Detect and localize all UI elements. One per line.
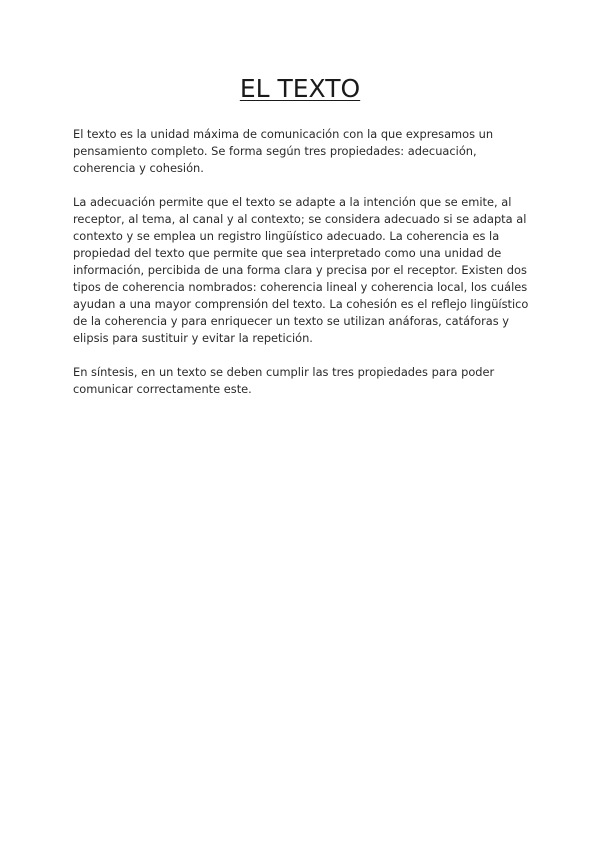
paragraph-conclusion: En síntesis, en un texto se deben cumplir las tres propiedades para poder comunicar correctamente este. (73, 365, 495, 396)
paragraph-properties: La adecuación permite que el texto se adapte a la intención que se emite, al receptor, al tema, al canal y al contexto; se considera adecuado si se adapta al contexto y se emplea un registro lingüístico adecuado. La coherencia es la propiedad del texto que permite que sea interpretado como una unidad de información, percibida de una forma clara y precisa por el receptor. Existen dos tipos de coherencia nombrados: coherencia lineal y coherencia local, los cuáles ayudan a una mayor comprensión del texto. La cohesión es el reflejo lingüístico de la coherencia y para enriquecer un texto se utilizan anáforas, catáforas y elipsis para sustituir y evitar la repetición. (73, 195, 529, 345)
document-body (73, 126, 529, 415)
document-title: EL TEXTO (239, 74, 361, 103)
paragraph-intro: El texto es la unidad máxima de comunicación con la que expresamos un pensamiento completo. Se forma según tres propiedades: adecuación, coherencia y cohesión. (73, 127, 494, 175)
